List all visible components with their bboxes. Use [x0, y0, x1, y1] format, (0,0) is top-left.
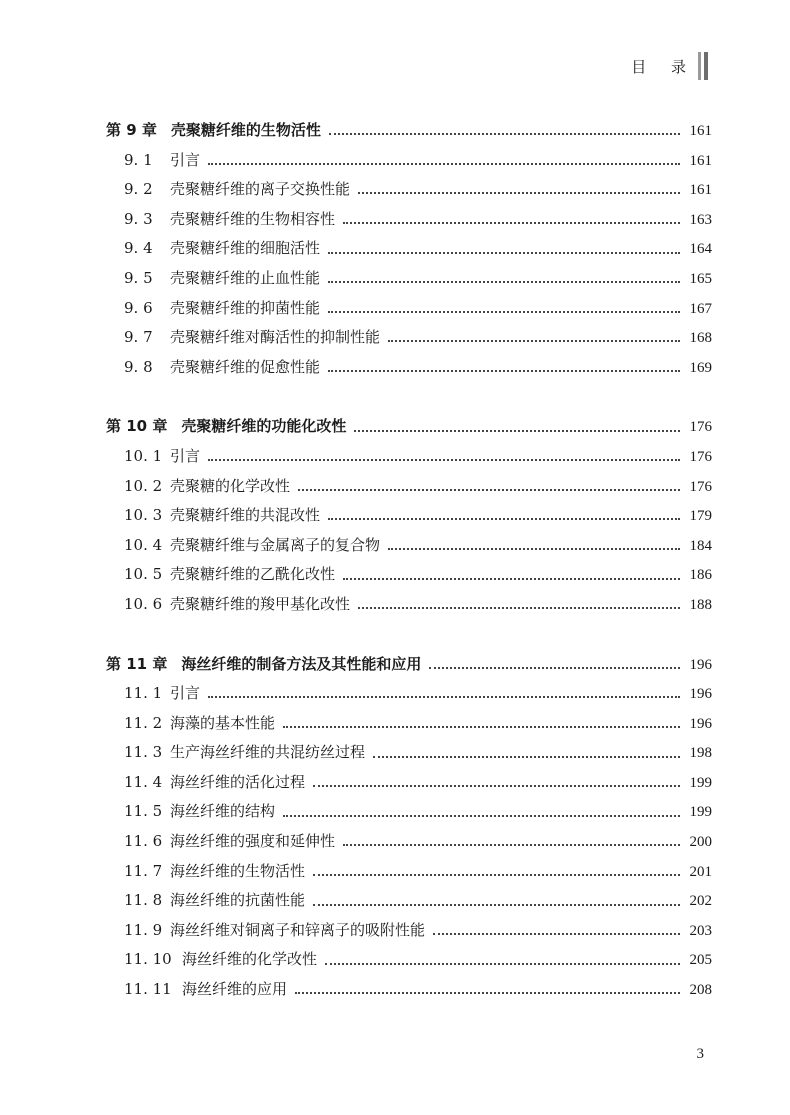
section-number: 9. 3	[124, 209, 153, 228]
section-entry[interactable]	[106, 797, 712, 827]
page-number: 179	[689, 508, 712, 525]
section-entry[interactable]	[106, 857, 712, 887]
section-number: 11. 9	[124, 920, 163, 939]
section-entry[interactable]	[106, 205, 712, 235]
section-title: 壳聚糖纤维的止血性能	[170, 268, 321, 287]
section-entry[interactable]	[106, 264, 712, 294]
dot-leader	[298, 488, 680, 491]
dot-leader	[283, 725, 680, 728]
chapter-11	[106, 650, 712, 1005]
section-entry[interactable]	[106, 531, 712, 561]
dot-leader	[328, 369, 680, 372]
section-number: 9. 2	[124, 180, 153, 199]
page-number: 184	[689, 537, 712, 554]
section-title: 壳聚糖纤维的促愈性能	[170, 357, 321, 376]
section-number: 11. 7	[124, 861, 163, 880]
section-title: 壳聚糖的化学改性	[170, 476, 291, 495]
section-number: 9. 4	[124, 239, 153, 258]
dot-leader	[295, 991, 680, 994]
page-number: 163	[689, 211, 712, 228]
section-entry[interactable]	[106, 501, 712, 531]
section-title: 海藻的基本性能	[170, 713, 276, 732]
page-number: 196	[689, 686, 712, 703]
folio-page-number: 3	[696, 1046, 704, 1062]
table-of-contents	[106, 116, 712, 1035]
section-number: 9. 7	[124, 328, 153, 347]
dot-leader	[208, 695, 680, 698]
section-entry[interactable]	[106, 353, 712, 383]
chapter-heading[interactable]	[106, 650, 712, 680]
page-number: 176	[689, 419, 712, 436]
page-number: 205	[689, 952, 712, 969]
page-number: 202	[689, 893, 712, 910]
section-title: 壳聚糖纤维的离子交换性能	[170, 180, 351, 199]
dot-leader	[325, 962, 680, 965]
section-number: 9. 8	[124, 357, 153, 376]
dot-leader	[343, 577, 680, 580]
page-number: 164	[689, 241, 712, 258]
section-entry[interactable]	[106, 975, 712, 1005]
dot-leader	[283, 814, 680, 817]
chapter-title: 海丝纤维的制备方法及其性能和应用	[181, 654, 422, 673]
page-number: 176	[689, 478, 712, 495]
section-title: 壳聚糖纤维对酶活性的抑制性能	[170, 328, 381, 347]
chapter-9	[106, 116, 712, 382]
section-entry[interactable]	[106, 442, 712, 472]
section-number: 10. 3	[124, 506, 163, 525]
page-number: 168	[689, 330, 712, 347]
page-number: 200	[689, 834, 712, 851]
section-title: 海丝纤维对铜离子和锌离子的吸附性能	[170, 920, 426, 939]
section-title: 引言	[170, 150, 201, 169]
section-entry[interactable]	[106, 294, 712, 324]
page-number: 198	[689, 745, 712, 762]
section-entry[interactable]	[106, 472, 712, 502]
section-entry[interactable]	[106, 738, 712, 768]
dot-leader	[343, 843, 680, 846]
chapter-title: 壳聚糖纤维的功能化改性	[181, 417, 347, 436]
section-title: 海丝纤维的应用	[182, 980, 288, 999]
dot-leader	[313, 873, 680, 876]
section-number: 11. 3	[124, 743, 163, 762]
page-number: 169	[689, 359, 712, 376]
section-entry[interactable]	[106, 175, 712, 205]
section-number: 10. 6	[124, 594, 163, 613]
section-title: 壳聚糖纤维的细胞活性	[170, 239, 321, 258]
section-title: 海丝纤维的抗菌性能	[170, 891, 306, 910]
dot-leader	[328, 310, 680, 313]
section-title: 海丝纤维的强度和延伸性	[170, 832, 336, 851]
section-title: 海丝纤维的生物活性	[170, 861, 306, 880]
section-entry[interactable]	[106, 886, 712, 916]
section-entry[interactable]	[106, 679, 712, 709]
dot-leader	[313, 903, 680, 906]
dot-leader	[329, 132, 680, 135]
section-number: 11. 1	[124, 684, 163, 703]
section-number: 11. 5	[124, 802, 163, 821]
page-number: 203	[689, 922, 712, 939]
dot-leader	[208, 458, 680, 461]
page-number: 161	[689, 152, 712, 169]
section-number: 11. 8	[124, 891, 163, 910]
section-title: 引言	[170, 684, 201, 703]
section-number: 10. 5	[124, 565, 163, 584]
section-title: 壳聚糖纤维的乙酰化改性	[170, 565, 336, 584]
page-number: 161	[689, 182, 712, 199]
page-number: 199	[689, 804, 712, 821]
page-number: 186	[689, 567, 712, 584]
page-number: 161	[689, 123, 712, 139]
section-entry[interactable]	[106, 768, 712, 798]
section-title: 壳聚糖纤维的共混改性	[170, 506, 321, 525]
dot-leader	[373, 755, 680, 758]
section-number: 11. 11	[124, 980, 172, 999]
page-number: 196	[689, 715, 712, 732]
header-title: 目 录	[631, 57, 696, 76]
dot-leader	[388, 339, 680, 342]
section-entry[interactable]	[106, 323, 712, 353]
section-title: 引言	[170, 446, 201, 465]
dot-leader	[313, 784, 680, 787]
dot-leader	[328, 517, 680, 520]
section-title: 壳聚糖纤维的抑菌性能	[170, 298, 321, 317]
dot-leader	[429, 666, 680, 669]
dot-leader	[208, 162, 680, 165]
section-title: 海丝纤维的活化过程	[170, 772, 306, 791]
page-number: 199	[689, 774, 712, 791]
section-number: 10. 4	[124, 535, 163, 554]
section-title: 壳聚糖纤维与金属离子的复合物	[170, 535, 381, 554]
section-entry[interactable]	[106, 560, 712, 590]
page-number: 176	[689, 448, 712, 465]
section-number: 9. 5	[124, 268, 153, 287]
section-entry[interactable]	[106, 827, 712, 857]
section-title: 壳聚糖纤维的生物相容性	[170, 209, 336, 228]
section-number: 9. 1	[124, 150, 153, 169]
section-number: 11. 2	[124, 713, 163, 732]
chapter-title: 壳聚糖纤维的生物活性	[170, 121, 321, 139]
section-number: 10. 1	[124, 446, 163, 465]
section-title: 海丝纤维的化学改性	[182, 950, 318, 969]
section-entry[interactable]	[106, 590, 712, 620]
page-number: 188	[689, 596, 712, 613]
running-header	[631, 52, 708, 80]
section-entry[interactable]	[106, 916, 712, 946]
page-number: 196	[689, 656, 712, 673]
chapter-number: 第 9 章	[106, 121, 157, 139]
section-entry[interactable]	[106, 146, 712, 176]
dot-leader	[328, 251, 680, 254]
section-title: 海丝纤维的结构	[170, 802, 276, 821]
page-number: 165	[689, 270, 712, 287]
chapter-heading[interactable]	[106, 412, 712, 442]
page-number: 208	[689, 982, 712, 999]
dot-leader	[343, 221, 680, 224]
chapter-number: 第 10 章	[106, 417, 168, 436]
section-title: 生产海丝纤维的共混纺丝过程	[170, 743, 366, 762]
section-number: 11. 10	[124, 950, 172, 969]
chapter-10	[106, 412, 712, 619]
section-number: 11. 6	[124, 832, 163, 851]
header-decoration	[698, 52, 708, 80]
dot-leader	[328, 280, 680, 283]
section-number: 10. 2	[124, 476, 163, 495]
dot-leader	[388, 547, 680, 550]
dot-leader	[358, 191, 680, 194]
dot-leader	[433, 932, 680, 935]
section-entry[interactable]	[106, 945, 712, 975]
dot-leader	[354, 429, 680, 432]
chapter-number: 第 11 章	[106, 654, 168, 673]
page-number: 167	[689, 300, 712, 317]
section-entry[interactable]	[106, 234, 712, 264]
chapter-heading[interactable]	[106, 116, 712, 146]
dot-leader	[358, 606, 680, 609]
section-number: 11. 4	[124, 772, 163, 791]
page-number: 201	[689, 863, 712, 880]
section-title: 壳聚糖纤维的羧甲基化改性	[170, 594, 351, 613]
section-number: 9. 6	[124, 298, 153, 317]
section-entry[interactable]	[106, 709, 712, 739]
